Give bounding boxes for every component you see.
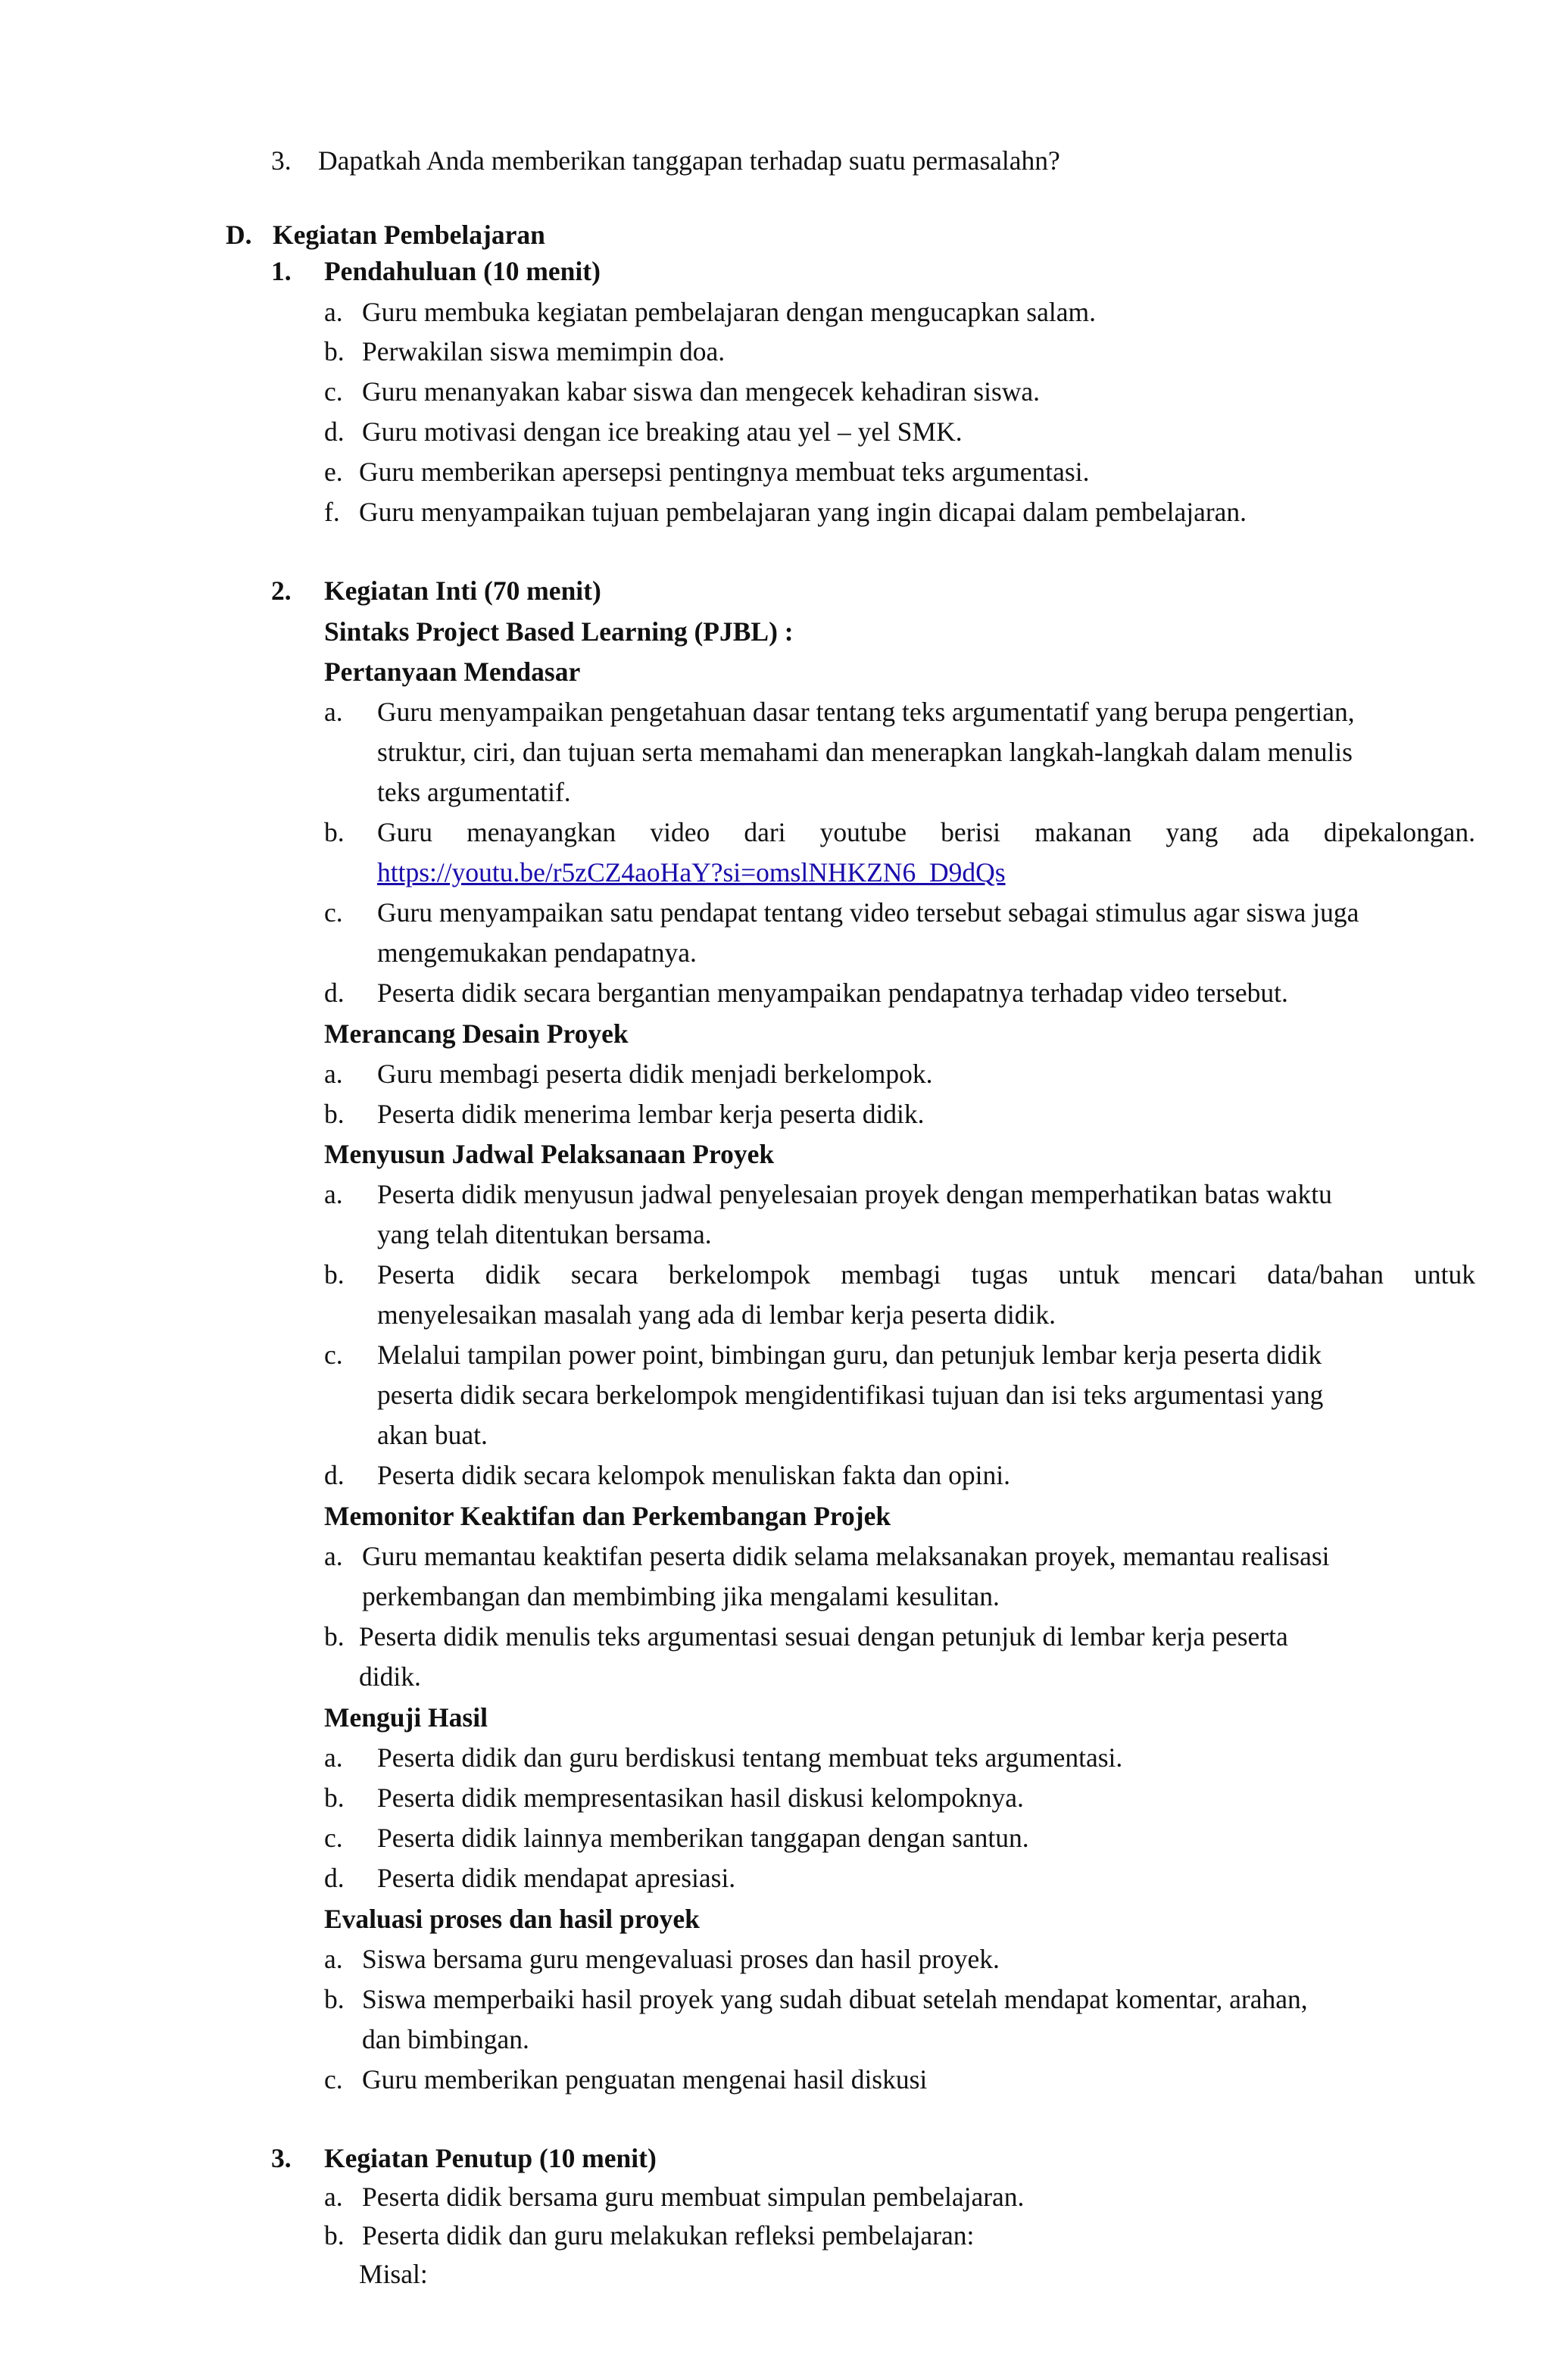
list-item-label: d. bbox=[324, 978, 345, 1008]
list-item-text: Melalui tampilan power point, bimbingan guru, dan petunjuk lembar kerja peserta didik bbox=[377, 1340, 1322, 1370]
list-item-text: Peserta didik menerima lembar kerja peserta didik. bbox=[377, 1099, 925, 1129]
list-item-text: Peserta didik mempresentasikan hasil diskusi kelompoknya. bbox=[377, 1783, 1024, 1813]
list-item-text: Peserta didik bersama guru membuat simpulan pembelajaran. bbox=[362, 2182, 1025, 2212]
subsection-number: 1. bbox=[271, 256, 292, 286]
list-item-text: didik. bbox=[359, 1661, 421, 1692]
subsection-title: Pendahuluan (10 menit) bbox=[324, 256, 601, 286]
phase-heading: Menguji Hasil bbox=[324, 1702, 488, 1733]
list-item-label: a. bbox=[324, 1179, 343, 1209]
list-item-label: b. bbox=[324, 2220, 345, 2251]
list-item-text: Siswa bersama guru mengevaluasi proses dan hasil proyek. bbox=[362, 1944, 1000, 1974]
list-item-text: teks argumentatif. bbox=[377, 777, 571, 807]
list-item-text: menyelesaikan masalah yang ada di lembar kerja peserta didik. bbox=[377, 1299, 1056, 1330]
list-item-text: Guru menanyakan kabar siswa dan mengecek kehadiran siswa. bbox=[362, 376, 1041, 407]
list-item-label: c. bbox=[324, 376, 343, 407]
list-item-label: b. bbox=[324, 1984, 345, 2014]
phase-heading: Evaluasi proses dan hasil proyek bbox=[324, 1904, 700, 1934]
list-item-text: Peserta didik dan guru melakukan refleksi pembelajaran: bbox=[362, 2220, 975, 2251]
list-item-text: mengemukakan pendapatnya. bbox=[377, 937, 697, 968]
list-item-label: a. bbox=[324, 297, 343, 327]
list-item-label: b. bbox=[324, 336, 345, 367]
section-letter: D. bbox=[226, 220, 252, 250]
list-item-text: Guru memantau keaktifan peserta didik selama melaksanakan proyek, memantau realisasi bbox=[362, 1541, 1330, 1571]
phase-heading: Menyusun Jadwal Pelaksanaan Proyek bbox=[324, 1139, 775, 1169]
list-item-label: b. bbox=[324, 1099, 345, 1129]
list-item-text: dan bimbingan. bbox=[362, 2024, 529, 2054]
phase-heading: Memonitor Keaktifan dan Perkembangan Projek bbox=[324, 1501, 891, 1531]
subsection-number: 2. bbox=[271, 576, 292, 606]
list-item-text: Guru memberikan apersepsi pentingnya membuat teks argumentasi. bbox=[359, 457, 1090, 487]
list-item-text: Guru membuka kegiatan pembelajaran dengan mengucapkan salam. bbox=[362, 297, 1096, 327]
list-item-text: struktur, ciri, dan tujuan serta memahami dan menerapkan langkah-langkah dalam menulis bbox=[377, 737, 1353, 767]
list-item-text: Peserta didik mendapat apresiasi. bbox=[377, 1863, 736, 1893]
list-item-text: Guru motivasi dengan ice breaking atau yel – yel SMK. bbox=[362, 416, 963, 447]
list-item-label: a. bbox=[324, 2182, 343, 2212]
phase-heading: Pertanyaan Mendasar bbox=[324, 657, 581, 687]
list-item-text: Guru menayangkan video dari youtube berisi makanan yang ada dipekalongan. bbox=[377, 817, 1475, 847]
list-item-label: a. bbox=[324, 1742, 343, 1773]
list-item-label: a. bbox=[324, 697, 343, 727]
list-item-label: b. bbox=[324, 1259, 345, 1290]
list-item-text: Peserta didik menyusun jadwal penyelesaian proyek dengan memperhatikan batas waktu bbox=[377, 1179, 1332, 1209]
list-item-label: b. bbox=[324, 1621, 345, 1652]
youtube-link[interactable]: https://youtu.be/r5zCZ4aoHaY?si=omslNHKZN6_D9dQs bbox=[377, 857, 1006, 887]
list-item-text: Peserta didik lainnya memberikan tanggapan dengan santun. bbox=[377, 1823, 1029, 1853]
list-item-label: b. bbox=[324, 817, 345, 847]
list-item-label: e. bbox=[324, 457, 343, 487]
list-item-label: a. bbox=[324, 1059, 343, 1089]
list-item-text: perkembangan dan membimbing jika mengalami kesulitan. bbox=[362, 1581, 1000, 1611]
list-item-label: c. bbox=[324, 2064, 343, 2095]
subsection-title: Kegiatan Penutup (10 menit) bbox=[324, 2143, 657, 2173]
list-item-text: Peserta didik secara kelompok menuliskan fakta dan opini. bbox=[377, 1460, 1010, 1490]
list-item-label: f. bbox=[324, 497, 340, 527]
phase-heading: Merancang Desain Proyek bbox=[324, 1018, 629, 1049]
list-item-text: yang telah ditentukan bersama. bbox=[377, 1219, 712, 1249]
list-item-text: Guru menyampaikan tujuan pembelajaran yang ingin dicapai dalam pembelajaran. bbox=[359, 497, 1247, 527]
list-item-text: Peserta didik secara bergantian menyampaikan pendapatnya terhadap video tersebut. bbox=[377, 978, 1288, 1008]
list-item-text: Guru membagi peserta didik menjadi berkelompok. bbox=[377, 1059, 933, 1089]
list-item-text: peserta didik secara berkelompok mengidentifikasi tujuan dan isi teks argumentasi yang bbox=[377, 1380, 1324, 1410]
list-item-text: Perwakilan siswa memimpin doa. bbox=[362, 336, 726, 367]
list-item-label: a. bbox=[324, 1541, 343, 1571]
list-item-text: Peserta didik dan guru berdiskusi tentang membuat teks argumentasi. bbox=[377, 1742, 1123, 1773]
question-text: Dapatkah Anda memberikan tanggapan terhadap suatu permasalahn? bbox=[318, 145, 1060, 176]
list-item-text: Guru menyampaikan pengetahuan dasar tentang teks argumentatif yang berupa pengertian, bbox=[377, 697, 1355, 727]
list-item-label: d. bbox=[324, 1863, 345, 1893]
list-item-label: d. bbox=[324, 416, 345, 447]
syntax-heading: Sintaks Project Based Learning (PJBL) : bbox=[324, 616, 794, 647]
list-item-label: b. bbox=[324, 1783, 345, 1813]
list-item-text: Guru menyampaikan satu pendapat tentang video tersebut sebagai stimulus agar siswa juga bbox=[377, 897, 1359, 928]
list-item-label: a. bbox=[324, 1944, 343, 1974]
subsection-number: 3. bbox=[271, 2143, 292, 2173]
question-number: 3. bbox=[271, 145, 292, 176]
list-item-text: akan buat. bbox=[377, 1420, 488, 1450]
list-item-label: d. bbox=[324, 1460, 345, 1490]
section-title: Kegiatan Pembelajaran bbox=[273, 220, 545, 250]
subsection-title: Kegiatan Inti (70 menit) bbox=[324, 576, 601, 606]
list-item-label: c. bbox=[324, 1340, 343, 1370]
example-label: Misal: bbox=[359, 2259, 428, 2289]
list-item-label: c. bbox=[324, 897, 343, 928]
list-item-text: Siswa memperbaiki hasil proyek yang sudah dibuat setelah mendapat komentar, arahan, bbox=[362, 1984, 1308, 2014]
list-item-text: Peserta didik menulis teks argumentasi sesuai dengan petunjuk di lembar kerja peserta bbox=[359, 1621, 1288, 1652]
list-item-text: Peserta didik secara berkelompok membagi tugas untuk mencari data/bahan untuk bbox=[377, 1259, 1475, 1290]
list-item-label: c. bbox=[324, 1823, 343, 1853]
list-item-text: Guru memberikan penguatan mengenai hasil diskusi bbox=[362, 2064, 928, 2095]
